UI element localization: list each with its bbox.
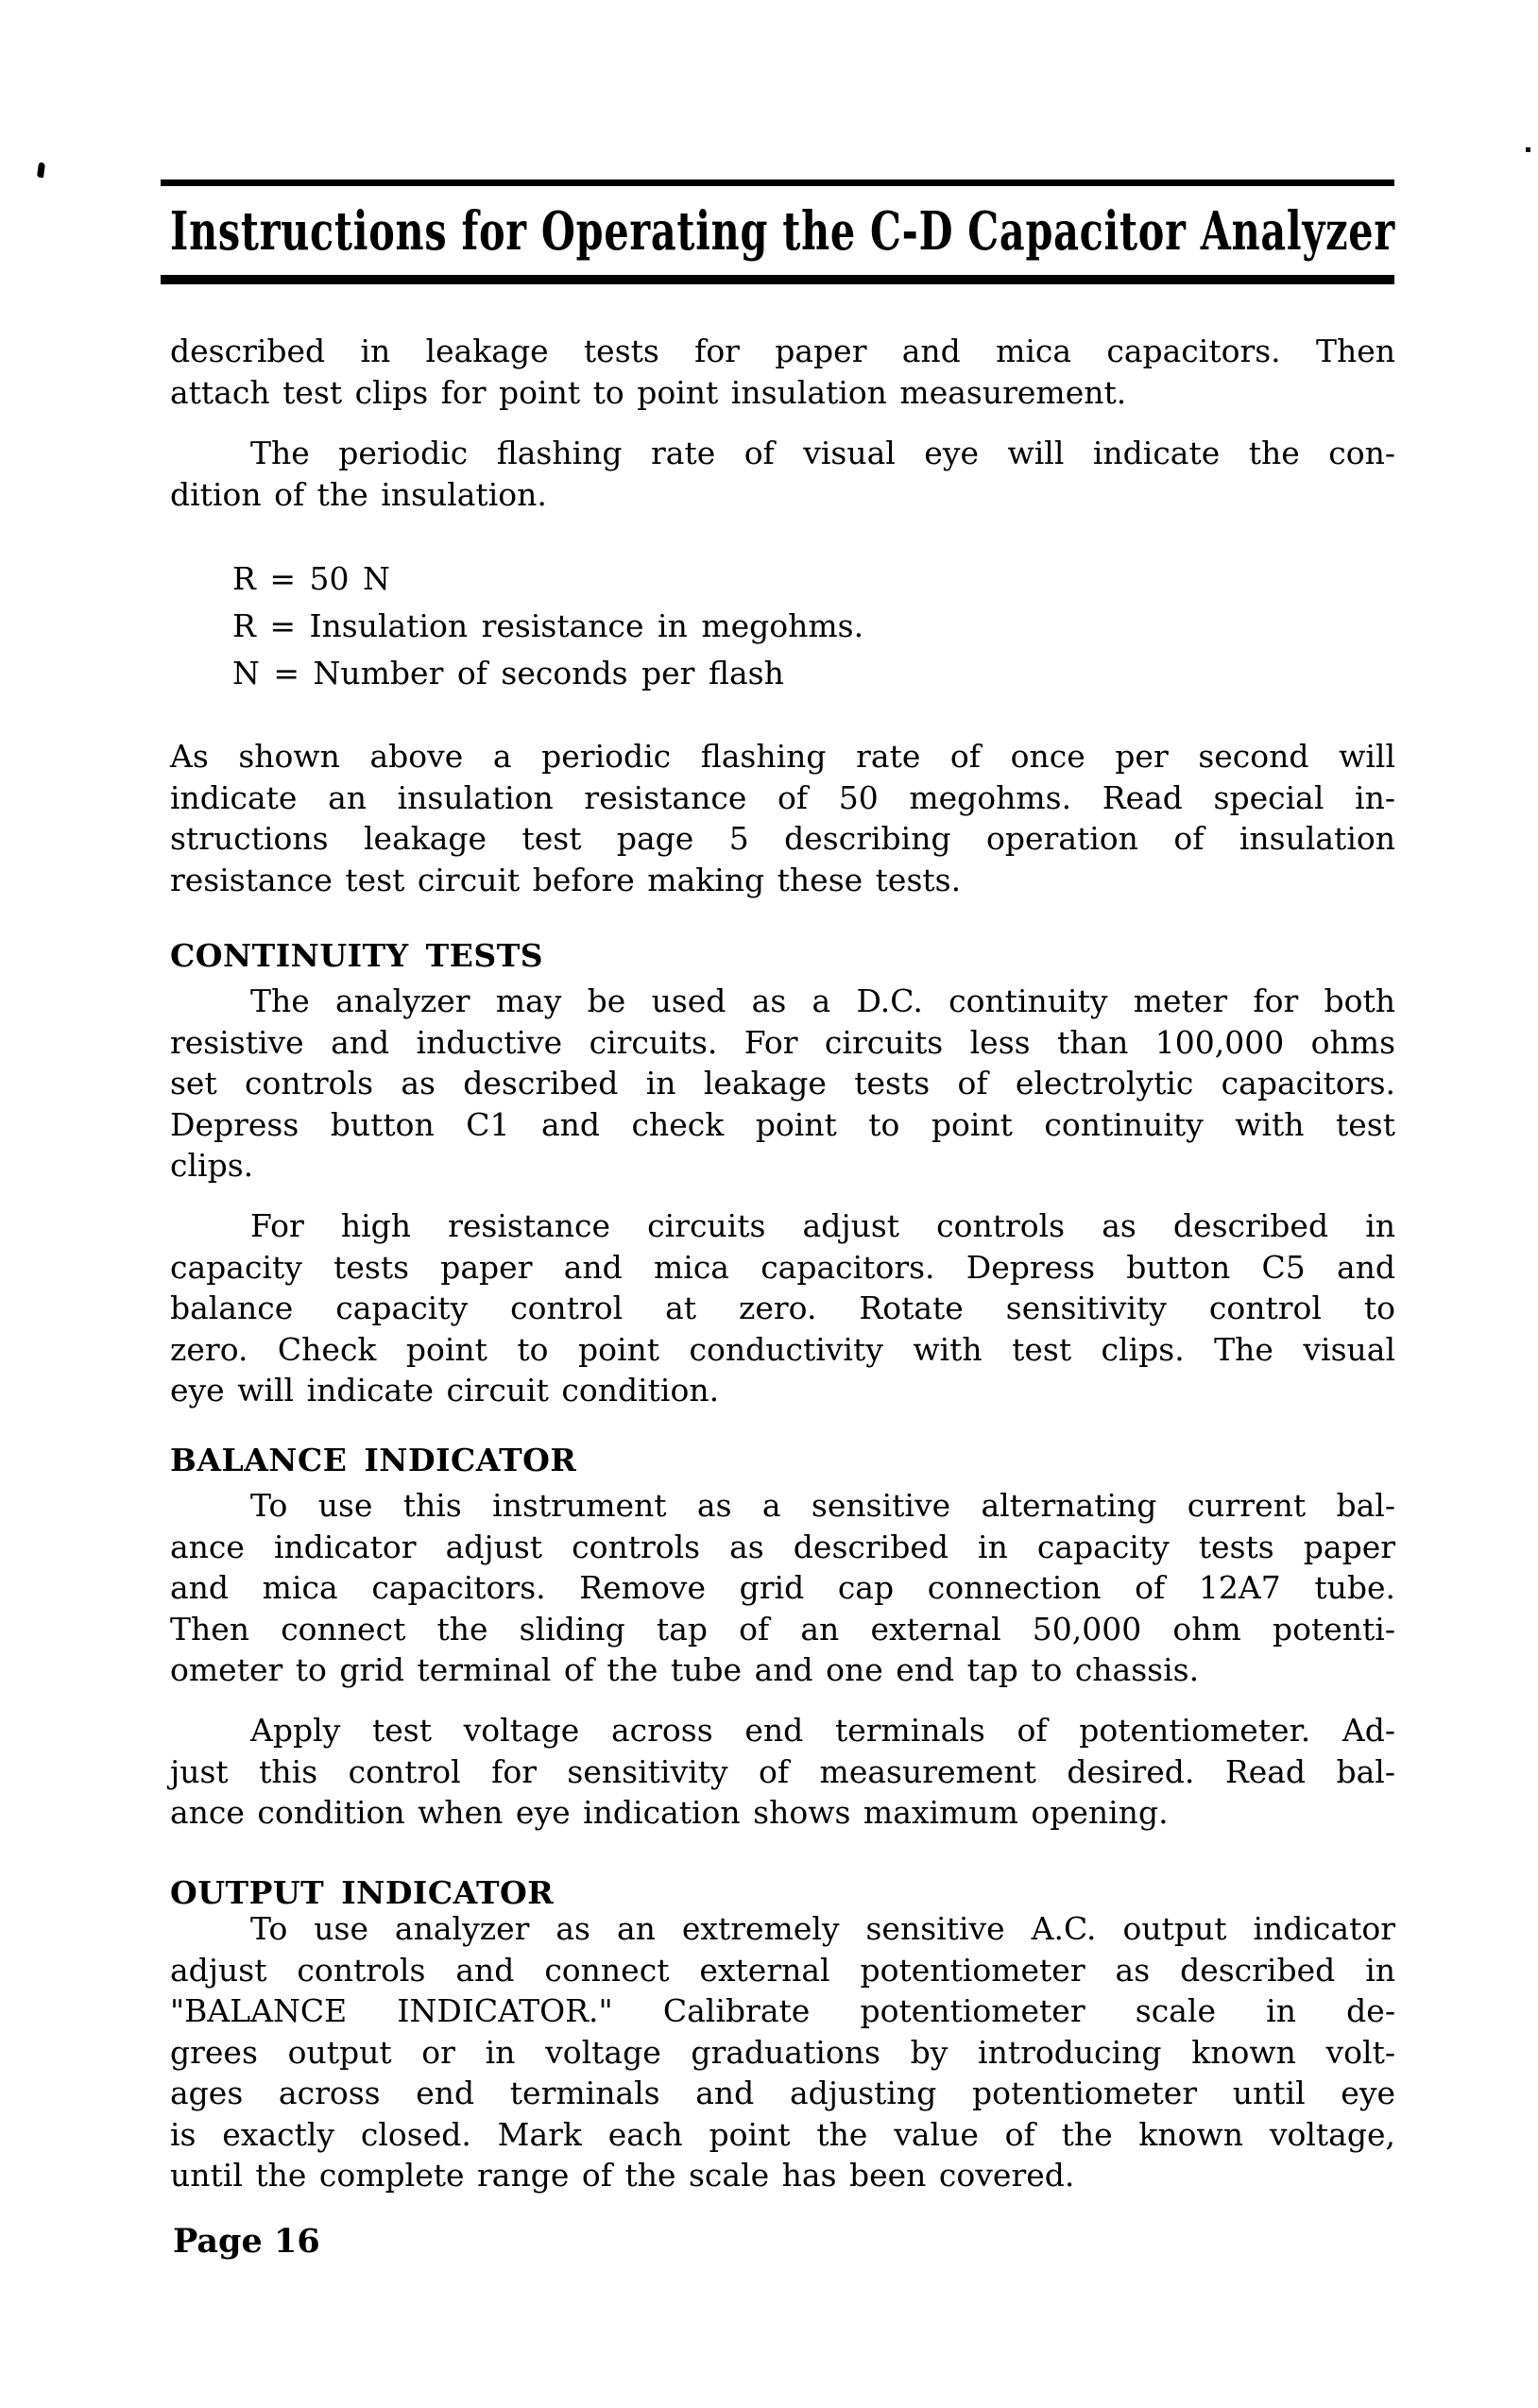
paragraph-output bbox=[170, 1908, 1395, 2196]
paragraph-continuity-1 bbox=[170, 981, 1395, 1187]
text-line: described in leakage tests for paper and mica capacitors. Then bbox=[170, 333, 1395, 369]
text-line: resistance test circuit before making these tests. bbox=[170, 861, 962, 898]
text-line: eye will indicate circuit condition. bbox=[170, 1372, 720, 1409]
paragraph-as-shown bbox=[170, 736, 1395, 900]
text-line: grees output or in voltage graduations by introducing known volt- bbox=[170, 2033, 1395, 2071]
title-rule-bottom bbox=[161, 275, 1394, 284]
equation-block bbox=[232, 555, 1272, 697]
text-line: The analyzer may be used as a D.C. continuity meter for both bbox=[250, 982, 1395, 1019]
text-line: attach test clips for point to point insulation measurement. bbox=[170, 373, 1127, 411]
text-line: until the complete range of the scale has been covered. bbox=[170, 2157, 1075, 2194]
title-rule-top bbox=[161, 179, 1394, 186]
text-line: Then connect the sliding tap of an external 50,000 ohm potenti- bbox=[170, 1610, 1395, 1648]
text-line: clips. bbox=[170, 1147, 254, 1184]
text-line: For high resistance circuits adjust controls as described in bbox=[250, 1207, 1395, 1244]
text-line: structions leakage test page 5 describing operation of insulation bbox=[170, 820, 1395, 857]
text-line: set controls as described in leakage tests of electrolytic capacitors. bbox=[170, 1065, 1395, 1102]
text-line: Apply test voltage across end terminals of potentiometer. Ad- bbox=[250, 1712, 1395, 1749]
text-line: ance condition when eye indication shows maximum opening. bbox=[170, 1794, 1169, 1831]
text-line: indicate an insulation resistance of 50 megohms. Read special in- bbox=[170, 778, 1395, 816]
text-line: The periodic flashing rate of visual eye will indicate the con- bbox=[250, 435, 1395, 471]
text-line: ometer to grid terminal of the tube and one end tap to chassis. bbox=[170, 1651, 1200, 1688]
text-line: and mica capacitors. Remove grid cap connection of 12A7 tube. bbox=[170, 1569, 1395, 1606]
text-line: resistive and inductive circuits. For circuits less than 100,000 ohms bbox=[170, 1023, 1395, 1061]
text-line: zero. Check point to point conductivity with test clips. The visual bbox=[170, 1330, 1395, 1368]
text-line: ages across end terminals and adjusting potentiometer until eye bbox=[170, 2075, 1395, 2111]
paragraph-flashing-rate bbox=[170, 433, 1395, 515]
section-heading-continuity-tests: CONTINUITY TESTS bbox=[170, 937, 544, 974]
text-line: To use this instrument as a sensitive alternating current bal- bbox=[250, 1487, 1395, 1524]
paragraph-continuity-2 bbox=[170, 1205, 1395, 1411]
section-heading-balance-indicator: BALANCE INDICATOR bbox=[170, 1442, 577, 1478]
section-heading-output-indicator: OUTPUT INDICATOR bbox=[170, 1874, 555, 1911]
text-line: capacity tests paper and mica capacitors. Depress button C5 and bbox=[170, 1248, 1395, 1286]
text-line: R = 50 N bbox=[232, 560, 390, 597]
text-line: is exactly closed. Mark each point the value of the known voltage, bbox=[170, 2115, 1395, 2153]
scan-speck bbox=[37, 162, 45, 179]
paragraph-balance-1 bbox=[170, 1485, 1395, 1691]
paragraph-balance-2 bbox=[170, 1710, 1395, 1834]
text-line: Depress button C1 and check point to point continuity with test bbox=[170, 1105, 1395, 1143]
text-line: adjust controls and connect external potentiometer as described in bbox=[170, 1951, 1395, 1989]
text-line: N = Number of seconds per flash bbox=[232, 655, 784, 692]
text-line: As shown above a periodic flashing rate of once per second will bbox=[170, 738, 1395, 775]
text-line: ance indicator adjust controls as described in capacity tests paper bbox=[170, 1528, 1395, 1565]
text-line: just this control for sensitivity of measurement desired. Read bal- bbox=[170, 1752, 1395, 1790]
text-line: To use analyzer as an extremely sensitive A.C. output indicator bbox=[250, 1910, 1395, 1947]
page-number: Page 16 bbox=[173, 2222, 320, 2261]
text-line: "BALANCE INDICATOR." Calibrate potentiometer scale in de- bbox=[170, 1992, 1395, 2029]
paragraph-continuation bbox=[170, 331, 1395, 413]
text-line: balance capacity control at zero. Rotate sensitivity control to bbox=[170, 1289, 1395, 1326]
page-title: Instructions for Operating the C-D Capacitor Analyzer bbox=[170, 200, 1395, 263]
text-line: dition of the insulation. bbox=[170, 475, 547, 513]
scan-speck bbox=[1526, 147, 1530, 152]
text-line: R = Insulation resistance in megohms. bbox=[232, 607, 864, 644]
